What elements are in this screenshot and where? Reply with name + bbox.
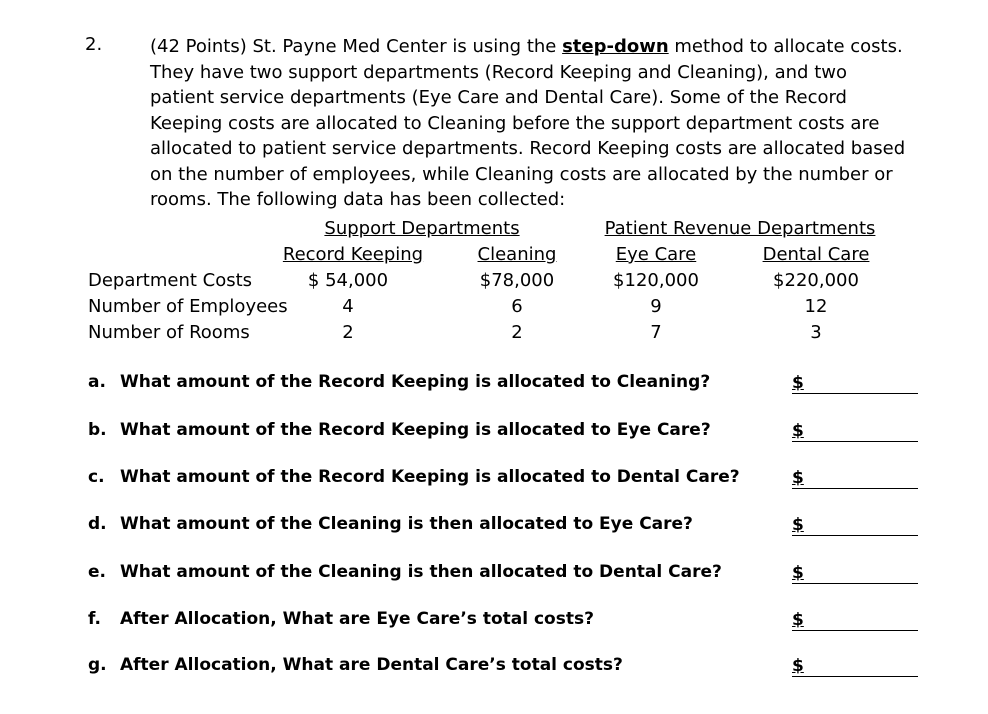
question-b (88, 420, 711, 440)
column-header-dental-care: Dental Care (762, 244, 870, 265)
intro-line-4: Keeping costs are allocated to Cleaning before the support department costs are (150, 112, 880, 134)
column-header-eye-care: Eye Care (615, 244, 697, 265)
cell-value: 3 (810, 322, 822, 343)
question-letter: c. (88, 467, 105, 487)
dollar-sign: $ (792, 656, 804, 676)
intro-line-1 (150, 34, 950, 60)
question-c (88, 467, 740, 487)
question-letter: d. (88, 514, 107, 534)
intro-line-7: rooms. The following data has been collected: (150, 189, 566, 210)
column-header-cleaning: Cleaning (477, 244, 557, 265)
cell-value: $120,000 (613, 270, 699, 291)
cell-value: $78,000 (479, 270, 555, 291)
question-f (88, 609, 594, 629)
answer-field-a[interactable] (792, 373, 918, 394)
intro-line-3: patient service departments (Eye Care and Dental Care). Some of the Record (150, 87, 847, 108)
question-e (88, 562, 722, 582)
question-text: What amount of the Cleaning is then allocated to Dental Care? (120, 562, 722, 582)
intro-line-5: allocated to patient service departments. Record Keeping costs are allocated based (150, 138, 906, 159)
dollar-sign: $ (792, 610, 804, 630)
intro-line-1-pre: (42 Points) St. Payne Med Center is using the (150, 36, 563, 57)
dollar-sign: $ (792, 468, 804, 488)
cell-value: 12 (804, 296, 828, 317)
dollar-sign: $ (792, 373, 804, 393)
group-header-patient: Patient Revenue Departments (604, 218, 876, 239)
dollar-sign: $ (792, 421, 804, 441)
group-header-support: Support Departments (324, 218, 520, 239)
cell-value: $ 54,000 (307, 270, 389, 291)
problem-number: 2. (85, 34, 103, 55)
cell-value: 6 (511, 296, 523, 317)
question-text: After Allocation, What are Eye Care’s total costs? (120, 609, 594, 629)
intro-line-6: on the number of employees, while Cleaning costs are allocated by the number or (150, 163, 893, 185)
cell-value: 2 (511, 322, 523, 343)
row-label-number-of-rooms: Number of Rooms (88, 322, 250, 343)
question-letter: b. (88, 420, 107, 440)
dollar-sign: $ (792, 563, 804, 583)
question-letter: a. (88, 372, 106, 392)
question-text: What amount of the Record Keeping is allocated to Eye Care? (120, 420, 711, 440)
answer-field-g[interactable] (792, 656, 918, 677)
question-text: What amount of the Record Keeping is allocated to Cleaning? (120, 372, 711, 392)
cell-value: $220,000 (773, 270, 859, 291)
question-text: After Allocation, What are Dental Care’s total costs? (120, 655, 623, 675)
problem-statement (150, 34, 950, 213)
cell-value: 7 (650, 322, 662, 343)
question-letter: g. (88, 655, 107, 675)
intro-line-1-post: method to allocate costs. (668, 36, 903, 57)
question-letter: f. (88, 609, 101, 629)
dollar-sign: $ (792, 515, 804, 535)
question-letter: e. (88, 562, 106, 582)
answer-field-e[interactable] (792, 563, 918, 584)
cell-value: 9 (650, 296, 662, 317)
question-d (88, 514, 693, 534)
cell-value: 4 (342, 296, 354, 317)
question-a (88, 372, 710, 392)
answer-field-d[interactable] (792, 515, 918, 536)
row-label-department-costs: Department Costs (88, 270, 253, 291)
cell-value: 2 (342, 322, 354, 343)
column-header-record-keeping: Record Keeping (282, 244, 424, 265)
intro-line-2: They have two support departments (Record Keeping and Cleaning), and two (150, 61, 847, 83)
answer-field-c[interactable] (792, 468, 918, 489)
question-text: What amount of the Cleaning is then allocated to Eye Care? (120, 514, 693, 534)
answer-field-b[interactable] (792, 421, 918, 442)
step-down-keyword: step-down (562, 36, 669, 57)
question-text: What amount of the Record Keeping is allocated to Dental Care? (120, 467, 740, 487)
row-label-number-of-employees: Number of Employees (88, 296, 288, 317)
answer-field-f[interactable] (792, 610, 918, 631)
question-g (88, 655, 623, 675)
